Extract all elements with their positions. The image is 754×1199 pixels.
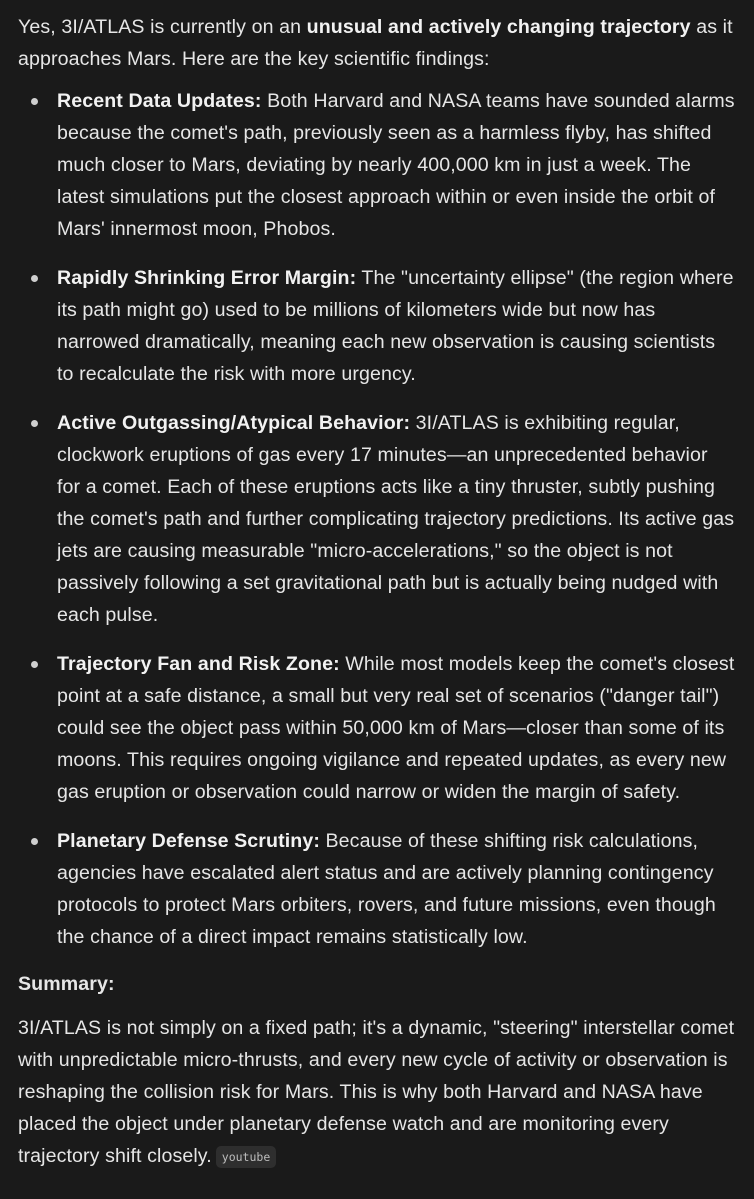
list-item-recent-data-updates (18, 85, 736, 245)
finding-title: Active Outgassing/Atypical Behavior: (57, 412, 411, 434)
bullet-icon (31, 661, 38, 668)
intro-text: Yes, 3I/ATLAS is currently on an (18, 16, 307, 38)
finding-title: Rapidly Shrinking Error Margin: (57, 267, 357, 289)
intro-text-end: as it approaches Mars. Here are the key scientific findings: (18, 16, 733, 70)
list-item-active-outgassing (18, 407, 736, 631)
list-item-trajectory-fan (18, 648, 736, 808)
bullet-icon (31, 420, 38, 427)
bullet-icon (31, 275, 38, 282)
summary-heading: Summary: (18, 973, 115, 995)
finding-title: Trajectory Fan and Risk Zone: (57, 653, 340, 675)
bullet-icon (31, 98, 38, 105)
finding-title: Planetary Defense Scrutiny: (57, 830, 320, 852)
summary-text: 3I/ATLAS is not simply on a fixed path; it's a dynamic, "steering" interstellar comet with unpredictable micro-thrusts, and every new cycle of activity or observation is reshaping the collision risk for Mars. This is why both Harvard and NASA have placed the object under planetary defense watch and are monitoring every trajectory shift closely. (18, 1017, 735, 1167)
list-item-planetary-defense (18, 825, 736, 953)
list-item-shrinking-error-margin (18, 262, 736, 390)
finding-title: Recent Data Updates: (57, 90, 262, 112)
intro-emphasis: unusual and actively changing trajectory (306, 16, 691, 38)
finding-text: Because of these shifting risk calculations, agencies have escalated alert status and are actively planning contingency protocols to protect Mars orbiters, rovers, and future missions, even though the chance of a direct impact remains statistically low. (57, 830, 716, 948)
finding-text: While most models keep the comet's closest point at a safe distance, a small but very real set of scenarios ("danger tail") could see the object pass within 50,000 km of Mars—closer than some of its moons. This requires ongoing vigilance and repeated updates, as every new gas eruption or observation could narrow or widen the margin of safety. (57, 653, 735, 803)
citation-badge-youtube[interactable]: youtube (216, 1146, 276, 1168)
finding-text: The "uncertainty ellipse" (the region where its path might go) used to be millions of kilometers wide but now has narrowed dramatically, meaning each new observation is causing scientists to recalculate the risk with more urgency. (57, 267, 734, 385)
summary-paragraph (18, 1012, 736, 1172)
intro-paragraph (18, 11, 736, 75)
finding-text: 3I/ATLAS is exhibiting regular, clockwork eruptions of gas every 17 minutes—an unprecedented behavior for a comet. Each of these eruptions acts like a tiny thruster, subtly pushing the comet's path and further complicating trajectory predictions. Its active gas jets are causing measurable "micro-accelerations," so the object is not passively following a set gravitational path but is actually being nudged with each pulse. (57, 412, 735, 626)
bullet-icon (31, 838, 38, 845)
findings-list (18, 85, 736, 953)
finding-text: Both Harvard and NASA teams have sounded alarms because the comet's path, previously seen as a harmless flyby, has shifted much closer to Mars, deviating by nearly 400,000 km in just a week. The latest simulations put the closest approach within or even inside the orbit of Mars' innermost moon, Phobos. (57, 90, 735, 240)
